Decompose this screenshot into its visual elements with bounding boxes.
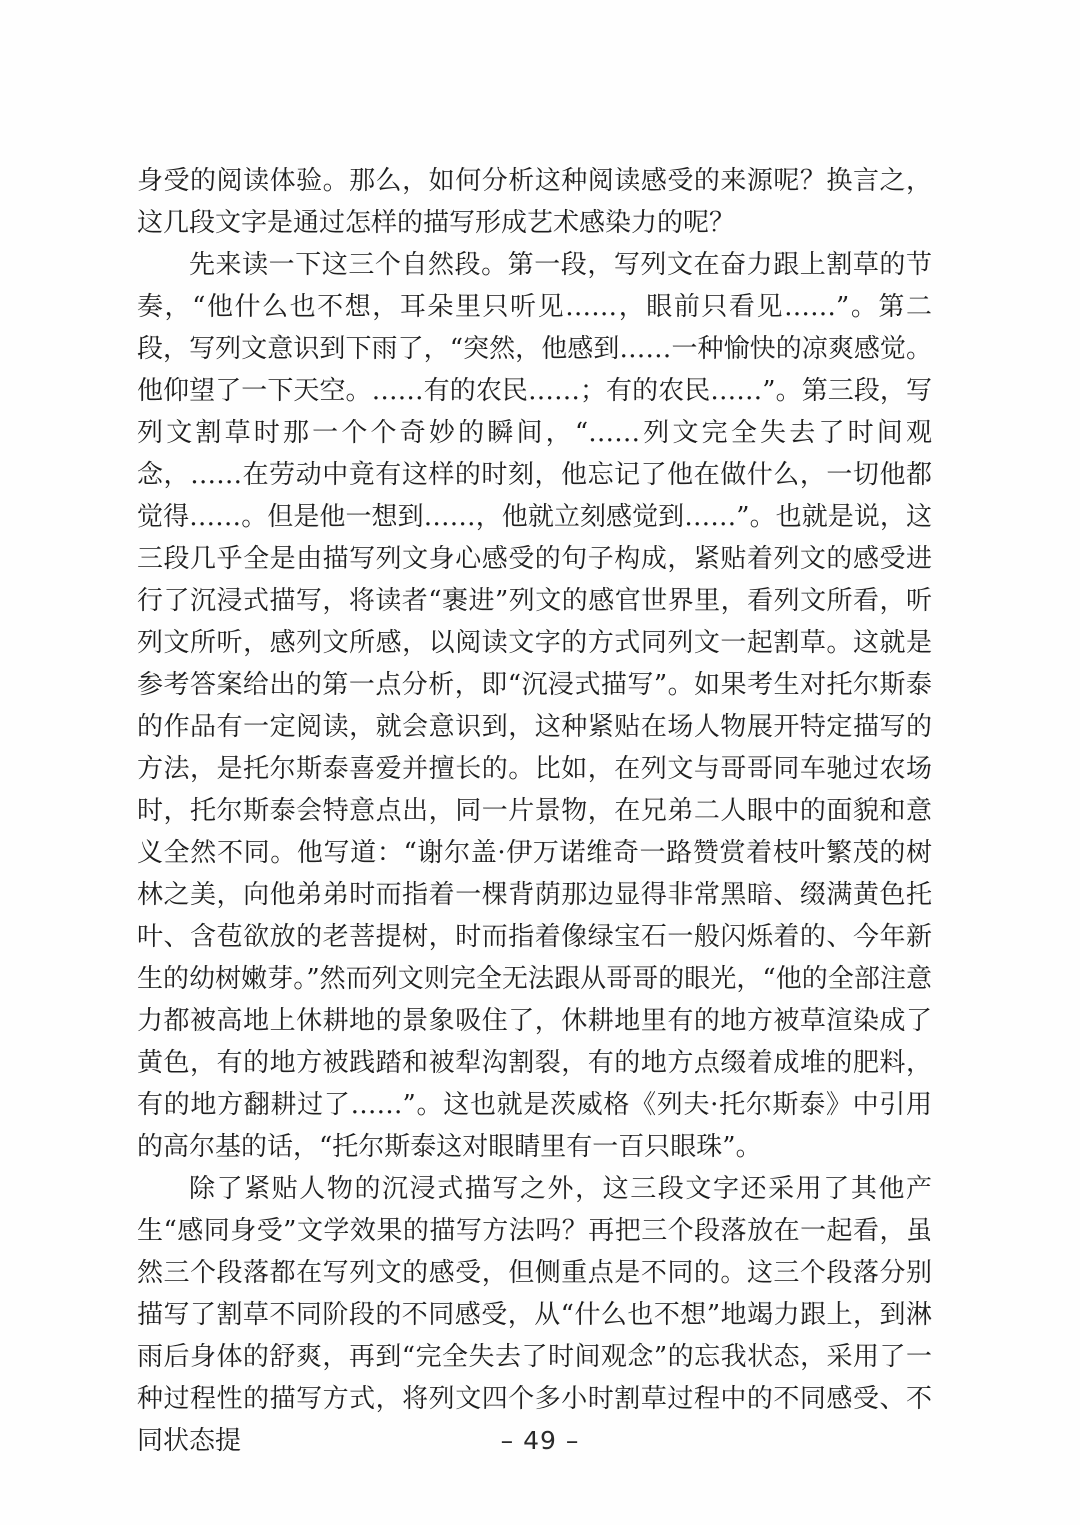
paragraph-2: 先来读一下这三个自然段。第一段，写列文在奋力跟上割草的节奏，“他什么也不想，耳朵里只听见……，眼前只看见……”。第二段，写列文意识到下雨了，“突然，他感到……一种愉快的凉爽感觉。他仰望了一下天空。……有的农民……；有的农民……”。第三段，写列文割草时那一个个奇妙的瞬间，“……列文完全失去了时间观念，……在劳动中竟有这样的时刻，他忘记了他在做什么，一切他都觉得……。但是他一想到……，他就立刻感觉到……”。也就是说，这三段几乎全是由描写列文身心感受的句子构成，紧贴着列文的感受进行了沉浸式描写，将读者“裹进”列文的感官世界里，看列文所看，听列文所听，感列文所感，以阅读文字的方式同列文一起割草。这就是参考答案给出的第一点分析，即“沉浸式描写”。如果考生对托尔斯泰的作品有一定阅读，就会意识到，这种紧贴在场人物展开特定描写的方法，是托尔斯泰喜爱并擅长的。比如，在列文与哥哥同车驰过农场时，托尔斯泰会特意点出，同一片景物，在兄弟二人眼中的面貌和意义全然不同。他写道：“谢尔盖·伊万诺维奇一路赞赏着枝叶繁茂的树林之美，向他弟弟时而指着一棵背荫那边显得非常黑暗、缀满黄色托叶、含苞欲放的老菩提树，时而指着像绿宝石一般闪烁着的、今年新生的幼树嫩芽。”然而列文则完全无法跟从哥哥的眼光，“他的全部注意力都被高地上休耕地的景象吸住了，休耕地里有的地方被草渲染成了黄色，有的地方被践踏和被犁沟割裂，有的地方点缀着成堆的肥料，有的地方翻耕过了……”。这也就是茨威格《列夫·托尔斯泰》中引用的高尔基的话，“托尔斯泰这对眼睛里有一百只眼珠”。	[137, 250, 932, 1162]
page-number: – 49 –	[500, 1426, 580, 1455]
paragraph-3: 除了紧贴人物的沉浸式描写之外，这三段文字还采用了其他产生“感同身受”文学效果的描写方法吗？再把三个段落放在一起看，虽然三个段落都在写列文的感受，但侧重点是不同的。这三个段落分别描写了割草不同阶段的不同感受，从“什么也不想”地竭力跟上，到淋雨后身体的舒爽，再到“完全失去了时间观念”的忘我状态，采用了一种过程性的描写方式，将列文四个多小时割草过程中的不同感受、不同状态提	[137, 1174, 932, 1456]
body-text	[137, 160, 932, 1462]
paragraph-1: 身受的阅读体验。那么，如何分析这种阅读感受的来源呢？换言之，这几段文字是通过怎样的描写形成艺术感染力的呢？	[137, 166, 932, 238]
